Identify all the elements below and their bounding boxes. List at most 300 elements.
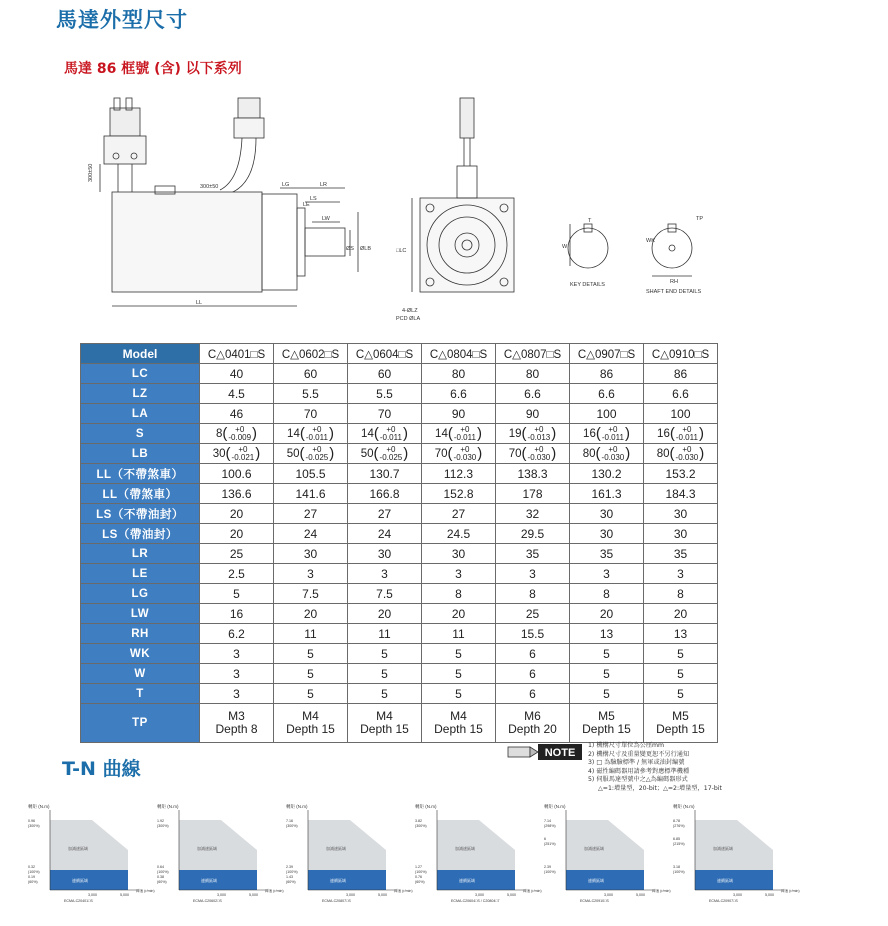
row-label: LA [81, 404, 200, 424]
table-cell: 6 [496, 644, 570, 664]
table-cell: 5 [644, 644, 718, 664]
row-label: LL（不帶煞車） [81, 464, 200, 484]
thread-depth: Depth 15 [656, 722, 705, 736]
x-axis-label: 轉速 (r/min) [136, 889, 155, 893]
rated-value: 0.64 [157, 865, 164, 869]
tolerance-upper: +0 [682, 424, 692, 434]
table-cell: 161.3 [570, 484, 644, 504]
mid-value: 6.85 [673, 837, 680, 841]
tolerance-upper: +0 [238, 444, 248, 454]
table-cell: 24.5 [422, 524, 496, 544]
intermittent-label: 加減速區域 [68, 846, 88, 851]
table-cell: 6.6 [644, 384, 718, 404]
lb-label: ØLB [360, 246, 372, 252]
cable-length-label-2: 300±50 [88, 163, 94, 182]
row-label: LE [81, 564, 200, 584]
rated-value: 3.18 [673, 865, 680, 869]
rated-value: 0.32 [28, 865, 35, 869]
table-cell: 3 [422, 564, 496, 584]
table-cell: 32 [496, 504, 570, 524]
model-col-6: C△0910□S [644, 344, 718, 364]
s-label: ØS [346, 246, 354, 252]
note-badge-label: NOTE [544, 747, 576, 759]
low-value: 0.38 [157, 875, 164, 879]
row-label: W [81, 664, 200, 684]
table-cell: 70 [274, 404, 348, 424]
table-cell: 70 ( +0 -0.030 ) [422, 444, 496, 464]
peak-pct: (300%) [286, 824, 298, 828]
lg-label: LG [282, 182, 290, 188]
table-row [81, 704, 718, 743]
model-col-5: C△0907□S [570, 344, 644, 364]
table-cell [644, 704, 718, 743]
table-cell: 105.5 [274, 464, 348, 484]
tolerance-lower: -0.011 [453, 432, 476, 442]
row-label: LS（不帶油封） [81, 504, 200, 524]
table-cell: 5 [570, 664, 644, 684]
table-cell: 35 [570, 544, 644, 564]
table-cell: 100 [570, 404, 644, 424]
table-cell: 24 [274, 524, 348, 544]
tolerance-base: 14 [287, 427, 300, 440]
thread-size: M4 [450, 709, 467, 723]
table-cell: 20 [200, 524, 274, 544]
table-cell: 8 [422, 584, 496, 604]
le-label: LE [303, 202, 310, 208]
tolerance-upper: +0 [235, 424, 245, 434]
tolerance-upper: +0 [312, 444, 322, 454]
tolerance-base: 30 [212, 447, 226, 460]
continuous-region [50, 870, 128, 890]
ll-label: LL [196, 300, 203, 306]
chart-model: ECMA-C20910□S [580, 899, 609, 903]
x-tick: 3,000 [475, 893, 484, 897]
table-cell: 25 [496, 604, 570, 624]
tolerance-upper: +0 [460, 444, 470, 454]
table-row [81, 624, 718, 644]
table-cell: 30 [644, 524, 718, 544]
table-cell: 166.8 [348, 484, 422, 504]
note-item: 1) 機構尺寸單位為公厘mm [588, 742, 665, 749]
x-tick: 3,000 [604, 893, 613, 897]
table-cell: 7.5 [348, 584, 422, 604]
table-cell: 6.6 [422, 384, 496, 404]
mid-pct: (251%) [544, 842, 556, 846]
table-cell: 8 [570, 584, 644, 604]
tolerance-base: 80 [582, 447, 596, 460]
row-label: TP [81, 704, 200, 743]
table-cell: 5 [570, 644, 644, 664]
y-axis-label: 轉矩 (N.m) [28, 804, 50, 809]
continuous-region [566, 870, 644, 890]
table-cell: 13 [570, 624, 644, 644]
table-cell: 80 ( +0 -0.030 ) [570, 444, 644, 464]
tolerance-upper: +0 [460, 424, 470, 434]
table-cell: 3 [348, 564, 422, 584]
tolerance-lower: -0.030 [453, 452, 477, 462]
table-row [81, 484, 718, 504]
table-cell: 3 [200, 644, 274, 664]
x-axis-label: 轉速 (r/min) [781, 889, 800, 893]
tolerance-base: 8 [215, 427, 223, 440]
table-cell: 136.6 [200, 484, 274, 504]
page-title: 馬達外型尺寸 [56, 8, 188, 32]
table-cell: 5 [422, 644, 496, 664]
w-label: W [562, 244, 568, 250]
peak-value: 0.96 [28, 819, 35, 823]
y-axis-label: 轉矩 (N.m) [286, 804, 308, 809]
table-cell: 6 [496, 684, 570, 704]
low-value: 1.43 [286, 875, 293, 879]
table-row [81, 464, 718, 484]
table-cell [570, 704, 644, 743]
y-axis-label: 轉矩 (N.m) [544, 804, 566, 809]
rated-value: 2.39 [286, 865, 293, 869]
table-cell: 3 [644, 564, 718, 584]
table-row [81, 584, 718, 604]
intermittent-label: 加減速區域 [584, 846, 604, 851]
table-row [81, 424, 718, 444]
mid-value: 6 [544, 837, 546, 841]
table-cell: 24 [348, 524, 422, 544]
table-cell: 27 [274, 504, 348, 524]
chart-model: ECMA-C20602□S [193, 899, 222, 903]
peak-pct: (298%) [544, 824, 556, 828]
x-tick: 3,000 [346, 893, 355, 897]
tolerance-lower: -0.025 [379, 452, 403, 462]
table-cell: 4.5 [200, 384, 274, 404]
table-cell: 27 [348, 504, 422, 524]
thread-size: M5 [598, 709, 615, 723]
table-cell: 5 [200, 584, 274, 604]
table-cell: 29.5 [496, 524, 570, 544]
continuous-region [179, 870, 257, 890]
tolerance-upper: +0 [682, 444, 692, 454]
tolerance-lower: -0.030 [527, 452, 551, 462]
table-cell: 3 [496, 564, 570, 584]
table-cell: 112.3 [422, 464, 496, 484]
row-label: LG [81, 584, 200, 604]
thread-depth: Depth 15 [582, 722, 631, 736]
chart-model: ECMA-C20807□S [322, 899, 351, 903]
table-cell: 8 [644, 584, 718, 604]
table-cell: 152.8 [422, 484, 496, 504]
table-row [81, 404, 718, 424]
peak-pct: (276%) [673, 824, 685, 828]
tolerance-lower: -0.009 [228, 432, 252, 442]
table-row [81, 544, 718, 564]
lc-label: □LC [396, 248, 407, 254]
x-axis-label: 轉速 (r/min) [265, 889, 284, 893]
table-cell: 46 [200, 404, 274, 424]
continuous-label: 連續區域 [588, 878, 604, 883]
table-cell: 6.2 [200, 624, 274, 644]
peak-value: 1.92 [157, 819, 164, 823]
tolerance-upper: +0 [534, 444, 544, 454]
dimension-spec-table [80, 343, 718, 743]
tolerance-lower: -0.011 [379, 432, 402, 442]
note-item: 3) □ 為驗驗標準 / 無軍或油封編號 [588, 759, 685, 766]
model-header: Model [81, 344, 200, 364]
wk-label: WK [646, 238, 655, 244]
tn-curve-charts [28, 800, 808, 920]
tolerance-upper: +0 [386, 444, 396, 454]
row-label: LB [81, 444, 200, 464]
table-cell: 5 [274, 684, 348, 704]
la-label: PCD ØLA [396, 316, 421, 322]
thread-size: M4 [376, 709, 393, 723]
row-label: WK [81, 644, 200, 664]
note-item: 4) 磁性編碼器用請參考對應標準機種 [588, 767, 690, 775]
notes-list [588, 742, 888, 793]
peak-value: 7.16 [286, 819, 293, 823]
y-axis-label: 轉矩 (N.m) [673, 804, 695, 809]
x-tick: 5,000 [378, 893, 387, 897]
lz-label: 4-ØLZ [402, 308, 418, 314]
table-cell: 5 [348, 644, 422, 664]
tolerance-lower: -0.030 [675, 452, 699, 462]
thread-size: M3 [228, 709, 245, 723]
x-tick: 3,000 [733, 893, 742, 897]
tolerance-base: 70 [508, 447, 522, 460]
row-label: LS（帶油封） [81, 524, 200, 544]
tolerance-base: 16 [657, 427, 670, 440]
motor-outline-drawing [88, 90, 720, 330]
table-cell: 6.6 [496, 384, 570, 404]
table-cell: 5.5 [274, 384, 348, 404]
tp-label: TP [696, 216, 704, 222]
low-value: 0.76 [415, 875, 422, 879]
rated-value: 2.39 [544, 865, 551, 869]
table-header-row [81, 344, 718, 364]
chart-model: ECMA-C20401□S [64, 899, 93, 903]
low-value: 0.19 [28, 875, 35, 879]
table-cell: 11 [348, 624, 422, 644]
ls-label: LS [310, 196, 317, 202]
table-row [81, 684, 718, 704]
table-cell: 16 ( +0 -0.011 ) [570, 424, 644, 444]
tolerance-base: 50 [360, 447, 374, 460]
thread-size: M4 [302, 709, 319, 723]
tolerance-lower: -0.025 [305, 452, 329, 462]
table-cell: 153.2 [644, 464, 718, 484]
chart-model: ECMA-C20907□S [709, 899, 738, 903]
low-pct: (60%) [286, 880, 296, 884]
row-label: T [81, 684, 200, 704]
intermittent-label: 加減速區域 [326, 846, 346, 851]
continuous-label: 連續區域 [330, 878, 346, 883]
x-axis-label: 轉速 (r/min) [523, 889, 542, 893]
table-cell: 15.5 [496, 624, 570, 644]
thread-size: M5 [672, 709, 689, 723]
table-cell: 40 [200, 364, 274, 384]
table-cell: 20 [200, 504, 274, 524]
table-cell: 50 ( +0 -0.025 ) [348, 444, 422, 464]
tolerance-upper: +0 [312, 424, 322, 434]
table-cell: 8 ( +0 -0.009 ) [200, 424, 274, 444]
thread-depth: Depth 20 [508, 722, 557, 736]
peak-pct: (300%) [28, 824, 40, 828]
table-cell: 80 [496, 364, 570, 384]
peak-value: 7.14 [544, 819, 551, 823]
tolerance-upper: +0 [608, 444, 618, 454]
x-tick: 5,000 [507, 893, 516, 897]
table-cell: 5.5 [348, 384, 422, 404]
continuous-label: 連續區域 [201, 878, 217, 883]
table-cell: 14 ( +0 -0.011 ) [422, 424, 496, 444]
thread-depth: Depth 15 [286, 722, 335, 736]
tolerance-upper: +0 [386, 424, 396, 434]
note-item: 2) 機構尺寸及重量變更恕不另行通知 [588, 750, 690, 758]
table-cell: 20 [570, 604, 644, 624]
rh-label: RH [670, 279, 678, 285]
table-cell: 30 [348, 544, 422, 564]
peak-pct: (300%) [415, 824, 427, 828]
rated-pct: (100%) [673, 870, 685, 874]
x-tick: 3,000 [217, 893, 226, 897]
row-label: LW [81, 604, 200, 624]
model-col-2: C△0604□S [348, 344, 422, 364]
table-row [81, 444, 718, 464]
continuous-region [437, 870, 515, 890]
table-cell: 3 [200, 664, 274, 684]
row-label: LZ [81, 384, 200, 404]
table-row [81, 664, 718, 684]
tolerance-base: 14 [361, 427, 374, 440]
table-cell: 20 [644, 604, 718, 624]
x-tick: 5,000 [765, 893, 774, 897]
table-cell [274, 704, 348, 743]
thread-depth: Depth 15 [434, 722, 483, 736]
table-cell: 5 [644, 664, 718, 684]
thread-depth: Depth 15 [360, 722, 409, 736]
continuous-label: 連續區域 [459, 878, 475, 883]
x-tick: 5,000 [120, 893, 129, 897]
row-label: LR [81, 544, 200, 564]
table-row [81, 504, 718, 524]
table-cell: 5 [274, 644, 348, 664]
lw-label: LW [322, 216, 330, 222]
x-axis-label: 轉速 (r/min) [652, 889, 671, 893]
table-cell: 30 [570, 524, 644, 544]
key-details-caption: KEY DETAILS [570, 282, 605, 288]
table-cell: 130.2 [570, 464, 644, 484]
intermittent-label: 加減速區域 [197, 846, 217, 851]
table-cell: 30 [570, 504, 644, 524]
chart-model: ECMA-C20604□S / C20804□7 [451, 899, 500, 903]
y-axis-label: 轉矩 (N.m) [157, 804, 179, 809]
tn-curve-title: T-N 曲線 [62, 758, 141, 780]
model-col-3: C△0804□S [422, 344, 496, 364]
table-cell: 184.3 [644, 484, 718, 504]
table-cell: 13 [644, 624, 718, 644]
section-subtitle: 馬達 86 框號 (含) 以下系列 [64, 61, 242, 77]
shaft-end-details-caption: SHAFT END DETAILS [646, 289, 702, 295]
table-cell: 35 [644, 544, 718, 564]
tolerance-base: 50 [286, 447, 300, 460]
model-col-0: C△0401□S [200, 344, 274, 364]
table-cell: 100 [644, 404, 718, 424]
tolerance-base: 80 [656, 447, 670, 460]
table-cell: 11 [422, 624, 496, 644]
table-cell [200, 704, 274, 743]
table-row [81, 524, 718, 544]
tolerance-base: 14 [435, 427, 448, 440]
model-col-4: C△0807□S [496, 344, 570, 364]
table-cell: 130.7 [348, 464, 422, 484]
table-cell: 90 [422, 404, 496, 424]
rated-pct: (100%) [28, 870, 40, 874]
table-cell: 138.3 [496, 464, 570, 484]
x-tick: 5,000 [636, 893, 645, 897]
mid-pct: (215%) [673, 842, 685, 846]
table-cell: 20 [348, 604, 422, 624]
table-row [81, 604, 718, 624]
table-cell: 30 ( +0 -0.021 ) [200, 444, 274, 464]
table-cell: 100.6 [200, 464, 274, 484]
row-label: LL（帶煞車） [81, 484, 200, 504]
peak-value: 3.82 [415, 819, 422, 823]
table-cell: 70 ( +0 -0.030 ) [496, 444, 570, 464]
continuous-label: 連續區域 [717, 878, 733, 883]
table-cell: 30 [422, 544, 496, 564]
cable-length-label: 300±50 [200, 184, 219, 190]
table-cell: 7.5 [274, 584, 348, 604]
table-cell: 5 [348, 684, 422, 704]
tolerance-upper: +0 [608, 424, 618, 434]
rated-pct: (100%) [286, 870, 298, 874]
table-cell: 80 [422, 364, 496, 384]
row-label: LC [81, 364, 200, 384]
thread-size: M6 [524, 709, 541, 723]
table-cell [496, 704, 570, 743]
table-cell: 3 [200, 684, 274, 704]
table-cell: 5 [422, 684, 496, 704]
table-cell: 70 [348, 404, 422, 424]
rated-pct: (100%) [157, 870, 169, 874]
table-cell: 80 ( +0 -0.030 ) [644, 444, 718, 464]
table-cell: 25 [200, 544, 274, 564]
table-cell: 20 [274, 604, 348, 624]
table-cell: 5 [570, 684, 644, 704]
tolerance-lower: -0.011 [675, 432, 698, 442]
table-cell: 35 [496, 544, 570, 564]
table-cell: 3 [274, 564, 348, 584]
rated-pct: (100%) [415, 870, 427, 874]
low-pct: (60%) [157, 880, 167, 884]
table-cell: 86 [570, 364, 644, 384]
low-pct: (60%) [415, 880, 425, 884]
intermittent-label: 加減速區域 [455, 846, 475, 851]
table-cell: 178 [496, 484, 570, 504]
table-cell: 14 ( +0 -0.011 ) [348, 424, 422, 444]
note-badge [508, 742, 586, 762]
low-pct: (60%) [28, 880, 38, 884]
table-cell: 16 ( +0 -0.011 ) [644, 424, 718, 444]
row-label: RH [81, 624, 200, 644]
thread-depth: Depth 8 [215, 722, 258, 736]
table-row [81, 564, 718, 584]
peak-pct: (300%) [157, 824, 169, 828]
table-cell: 86 [644, 364, 718, 384]
note-item: 5) 伺服馬達型號中之△為編碼器形式 [588, 776, 688, 783]
continuous-region [308, 870, 386, 890]
table-cell: 5 [348, 664, 422, 684]
table-cell: 50 ( +0 -0.025 ) [274, 444, 348, 464]
peak-value: 8.78 [673, 819, 680, 823]
table-cell: 3 [570, 564, 644, 584]
y-axis-label: 轉矩 (N.m) [415, 804, 437, 809]
